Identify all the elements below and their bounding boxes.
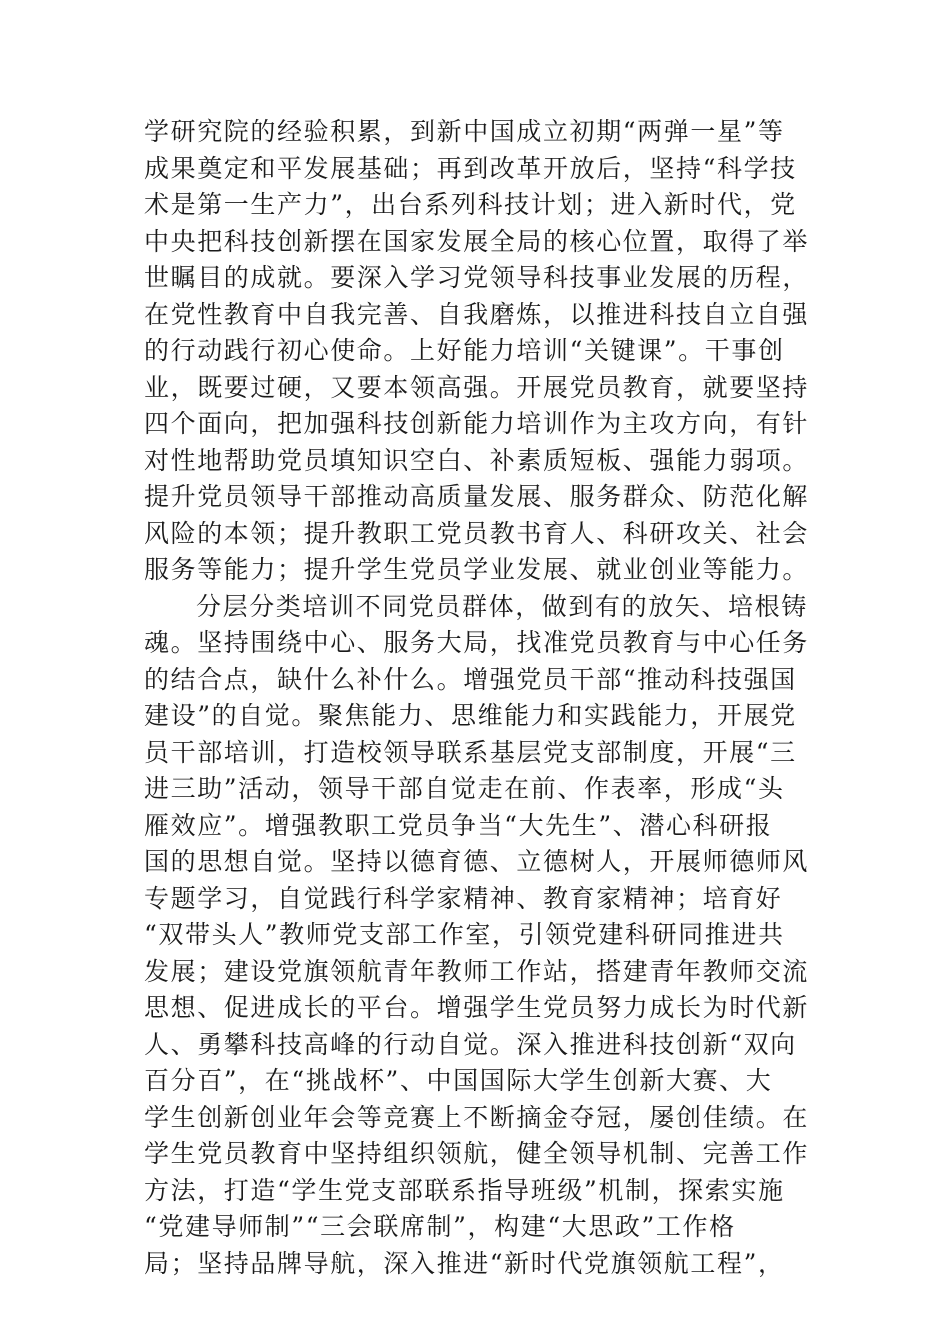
text-line: 服务等能力；提升学生党员学业发展、就业创业等能力。: [144, 555, 810, 584]
text-line: 思想、促进成长的平台。增强学生党员努力成长为时代新: [144, 993, 810, 1022]
body-text: [144, 114, 808, 1282]
text-line: 的结合点，缺什么补什么。增强党员干部“推动科技强国: [144, 664, 797, 694]
text-line: “党建导师制”“三会联席制”，构建“大思政”工作格: [144, 1212, 736, 1241]
text-line: 魂。坚持围绕中心、服务大局，找准党员教育与中心任务: [144, 628, 810, 657]
text-line: 中央把科技创新摆在国家发展全局的核心位置，取得了举: [144, 226, 810, 256]
text-line: 对性地帮助党员填知识空白、补素质短板、强能力弱项。: [144, 445, 810, 475]
text-line: 发展；建设党旗领航青年教师工作站，搭建青年教师交流: [144, 956, 810, 986]
text-line: 建设”的自觉。聚焦能力、思维能力和实践能力，开展党: [144, 701, 797, 730]
text-line: 国的思想自觉。坚持以德育德、立德树人，开展师德师风: [144, 847, 810, 876]
text-line: 四个面向，把加强科技创新能力培训作为主攻方向，有针: [144, 409, 810, 438]
text-line: 人、勇攀科技高峰的行动自觉。深入推进科技创新“双向: [144, 1029, 797, 1059]
text-line: 学生创新创业年会等竞赛上不断摘金夺冠，屡创佳绩。在: [144, 1102, 810, 1132]
text-line: 业，既要过硬，又要本领高强。开展党员教育，就要坚持: [144, 372, 810, 402]
text-line: 提升党员领导干部推动高质量发展、服务群众、防范化解: [144, 482, 810, 511]
text-line: 世瞩目的成就。要深入学习党领导科技事业发展的历程，: [144, 263, 810, 292]
text-line: 进三助”活动，领导干部自觉走在前、作表率，形成“头: [144, 774, 785, 803]
text-line: “双带头人”教师党支部工作室，引领党建科研同推进共: [144, 920, 785, 949]
text-line: 百分百”，在“挑战杯”、中国国际大学生创新大赛、大: [144, 1066, 773, 1095]
text-line: 专题学习，自觉践行科学家精神、教育家精神；培育好: [144, 883, 783, 913]
text-line: 术是第一生产力”，出台系列科技计划；进入新时代，党: [144, 190, 797, 219]
text-line: 员干部培训，打造校领导联系基层党支部制度，开展“三: [144, 737, 797, 767]
text-line: 的行动践行初心使命。上好能力培训“关键课”。干事创: [144, 336, 785, 365]
text-line: 风险的本领；提升教职工党员教书育人、科研攻关、社会: [144, 518, 810, 548]
paragraph-first-line: 分层分类培训不同党员群体，做到有的放矢、培根铸: [196, 591, 808, 621]
text-line: 在党性教育中自我完善、自我磨炼，以推进科技自立自强: [144, 299, 810, 329]
text-line: 学研究院的经验积累，到新中国成立初期“两弹一星”等: [144, 117, 785, 146]
text-line: 雁效应”。增强教职工党员争当“大先生”、潜心科研报: [144, 810, 773, 840]
text-line: 局；坚持品牌导航，深入推进“新时代党旗领航工程”，: [144, 1248, 785, 1278]
text-line: 学生党员教育中坚持组织领航，健全领导机制、完善工作: [144, 1139, 810, 1168]
text-line: 成果奠定和平发展基础；再到改革开放后，坚持“科学技: [144, 153, 797, 183]
text-line: 方法，打造“学生党支部联系指导班级”机制，探索实施: [144, 1175, 785, 1205]
